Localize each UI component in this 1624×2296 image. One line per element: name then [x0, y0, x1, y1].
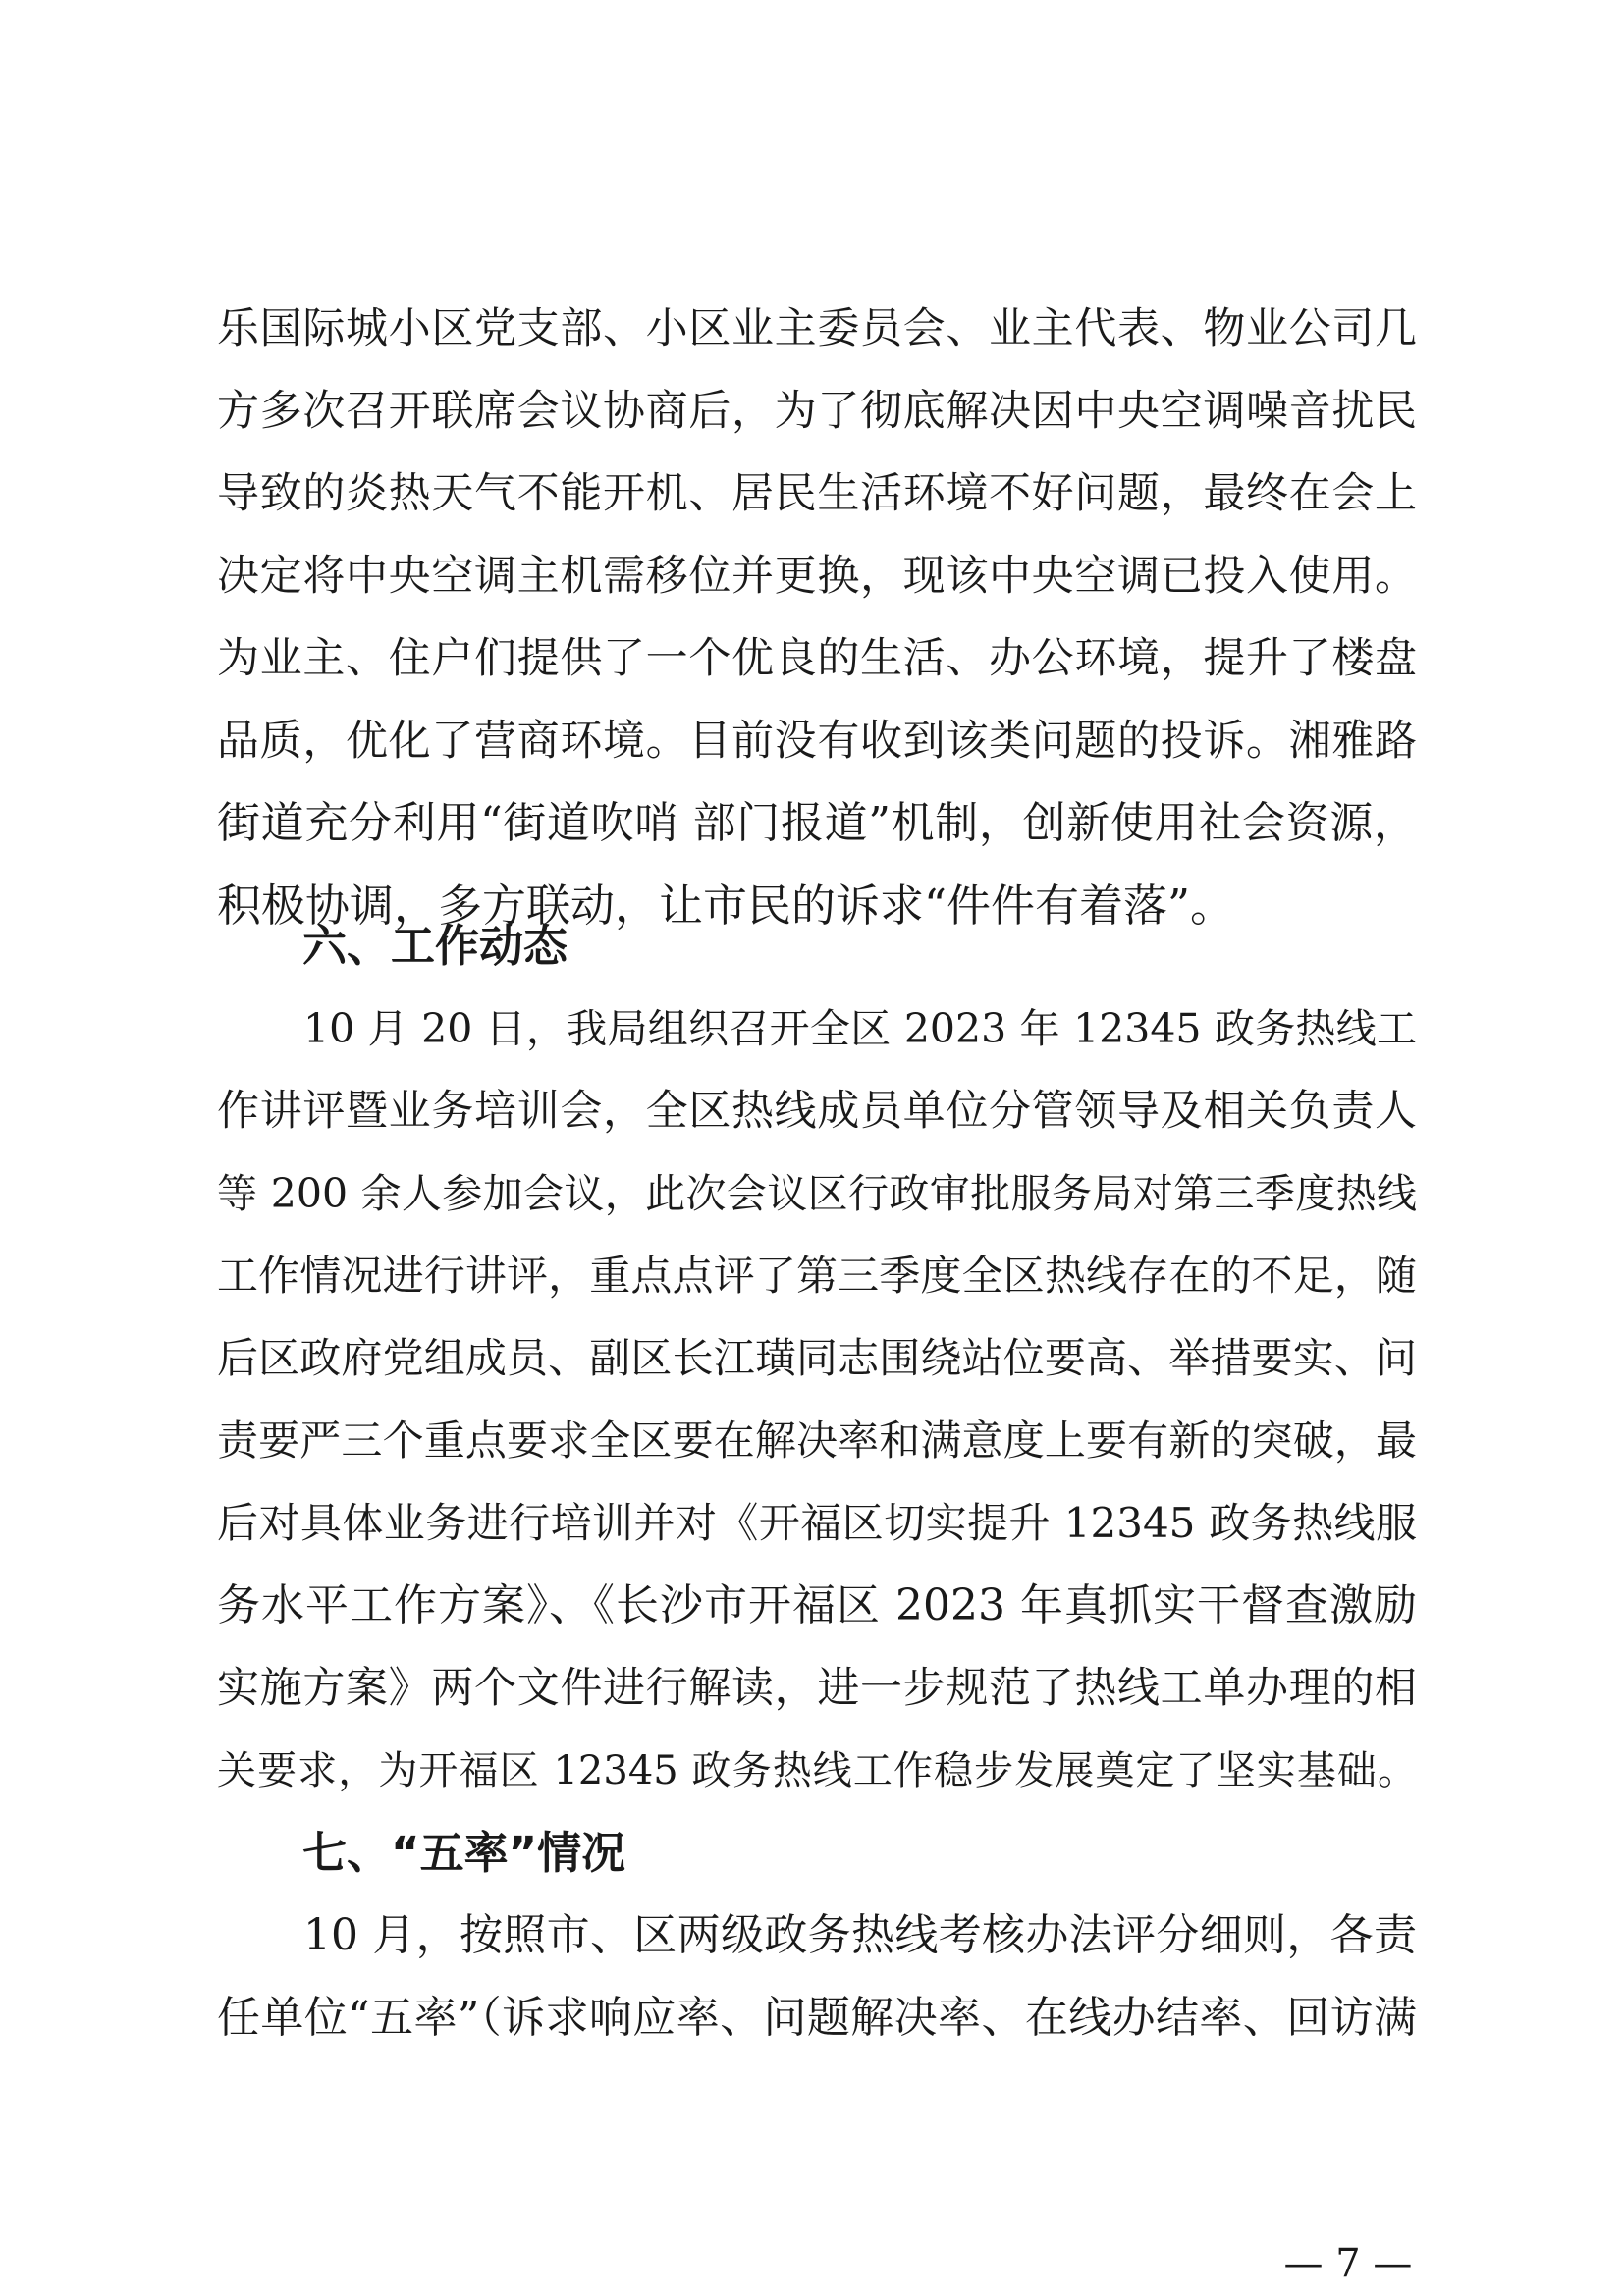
- paragraph-line: 为业主、住户们提供了一个优良的生活、办公环境，提升了楼盘: [217, 634, 1417, 683]
- paragraph-line: 乐国际城小区党支部、小区业主委员会、业主代表、物业公司几: [217, 304, 1417, 353]
- paragraph-line: 街道充分利用“街道吹哨 部门报道”机制，创新使用社会资源，: [217, 798, 1417, 848]
- page-number: — 7 —: [1283, 2241, 1413, 2286]
- paragraph-line: 务水平工作方案》、《长沙市开福区 2023 年真抓实干督查激励: [217, 1580, 1417, 1630]
- paragraph-line: 等 200 余人参加会议，此次会议区行政审批服务局对第三季度热线: [217, 1170, 1417, 1217]
- paragraph-line: 后对具体业务进行培训并对《开福区切实提升 12345 政务热线服: [217, 1499, 1417, 1547]
- paragraph-line: 导致的炎热天气不能开机、居民生活环境不好问题，最终在会上: [217, 469, 1417, 518]
- paragraph-line: 10 月，按照市、区两级政务热线考核办法评分细则，各责: [303, 1910, 1417, 1960]
- paragraph-line: 实施方案》两个文件进行解读，进一步规范了热线工单办理的相: [217, 1664, 1417, 1713]
- paragraph-line: 品质，优化了营商环境。目前没有收到该类问题的投诉。湘雅路: [217, 717, 1417, 766]
- paragraph-line: 任单位“五率”（诉求响应率、问题解决率、在线办结率、回访满: [217, 1993, 1417, 2043]
- paragraph-line: 10 月 20 日，我局组织召开全区 2023 年 12345 政务热线工: [303, 1005, 1417, 1052]
- paragraph-line: 责要严三个重点要求全区要在解决率和满意度上要有新的突破，最: [217, 1416, 1417, 1465]
- paragraph-line: 后区政府党组成员、副区长江璜同志围绕站位要高、举措要实、问: [217, 1334, 1417, 1382]
- paragraph-line: 方多次召开联席会议协商后，为了彻底解决因中央空调噪音扰民: [217, 387, 1417, 436]
- section-heading-five-rates: 七、“五率”情况: [302, 1827, 626, 1879]
- paragraph-line: 关要求，为开福区 12345 政务热线工作稳步发展奠定了坚实基础。: [217, 1748, 1417, 1793]
- paragraph-line: 作讲评暨业务培训会，全区热线成员单位分管领导及相关负责人: [217, 1087, 1417, 1136]
- paragraph-line: 工作情况进行讲评，重点点评了第三季度全区热线存在的不足，随: [217, 1252, 1417, 1300]
- section-heading-work-updates: 六、工作动态: [302, 920, 568, 972]
- paragraph-line: 决定将中央空调主机需移位并更换，现该中央空调已投入使用。: [217, 552, 1417, 601]
- paragraph-line: 积极协调，多方联动，让市民的诉求“件件有着落”。: [217, 880, 1235, 932]
